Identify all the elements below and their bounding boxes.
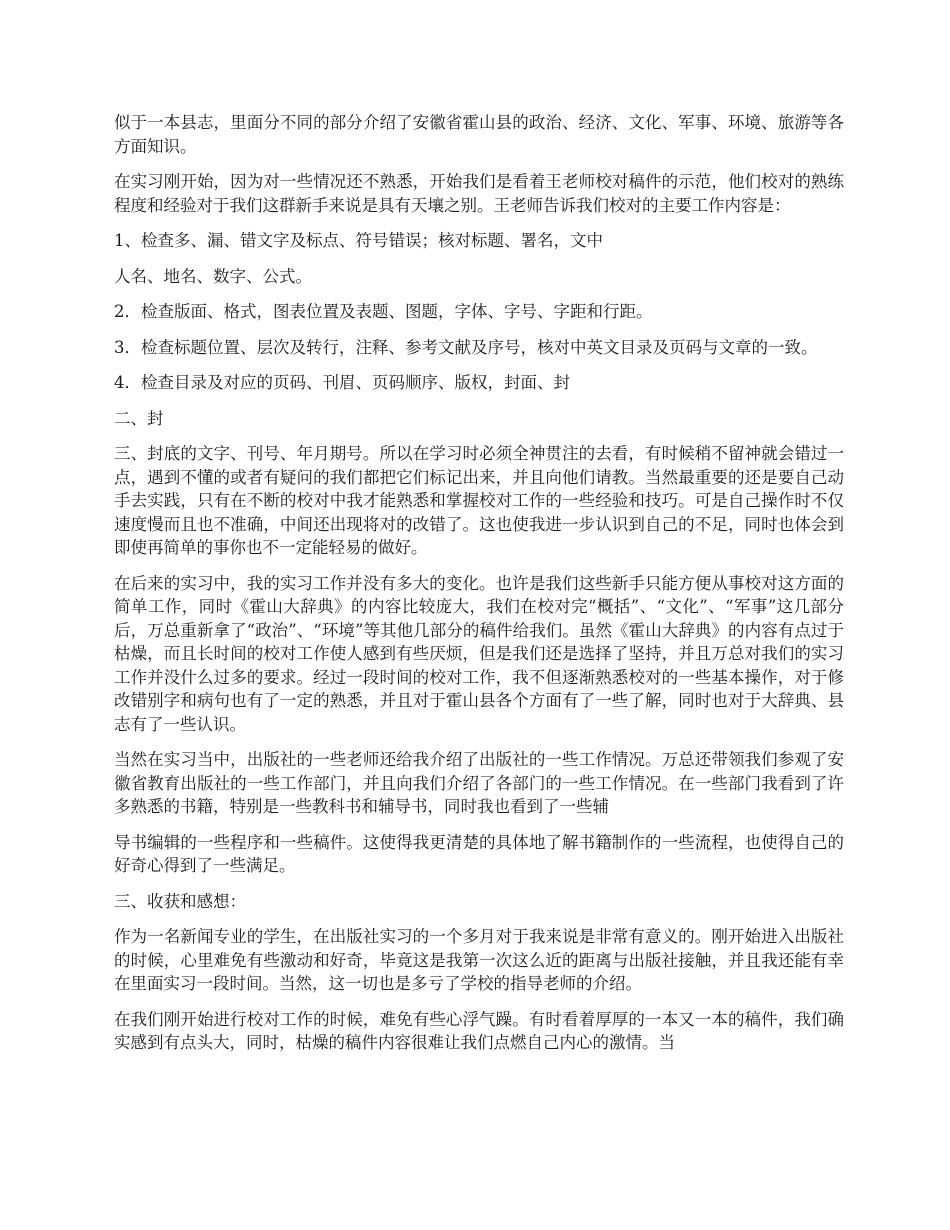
- paragraph-9: 三、封底的文字、刊号、年月期号。所以在学习时必须全神贯注的去看，有时候稍不留神就会错过一点，遇到不懂的或者有疑问的我们都把它们标记出来，并且向他们请教。当然最重要的还是要自己动手去实践，只有在不断的校对中我才能熟悉和掌握校对工作的一些经验和技巧。可是自己操作时不仅速度慢而且也不准确，中间还出现将对的改错了。这也使我进一步认识到自己的不足，同时也体会到即使再简单的事你也不一定能轻易的做好。: [114, 444, 844, 557]
- paragraph-15: 在我们刚开始进行校对工作的时候，难免有些心浮气躁。有时看着厚厚的一本又一本的稿件，我们确实感到有点头大，同时，枯燥的稿件内容很难让我们点燃自己内心的激情。当: [114, 1009, 844, 1052]
- paragraph-2: 在实习刚开始，因为对一些情况还不熟悉，开始我们是看着王老师校对稿件的示范，他们校对的熟练程度和经验对于我们这群新手来说是具有天壤之别。王老师告诉我们校对的主要工作内容是：: [114, 172, 844, 215]
- paragraph-1: 似于一本县志，里面分不同的部分介绍了安徽省霍山县的政治、经济、文化、军事、环境、旅游等各方面知识。: [114, 113, 844, 156]
- paragraph-6: 3．检查标题位置、层次及转行，注释、参考文献及序号，核对中英文目录及页码与文章的一致。: [114, 337, 818, 357]
- paragraph-7: 4．检查目录及对应的页码、刊眉、页码顺序、版权，封面、封: [114, 373, 570, 392]
- paragraph-4: 人名、地名、数字、公式。: [114, 266, 312, 286]
- paragraph-3: 1、检查多、漏、错文字及标点、符号错误；核对标题、署名，文中: [114, 231, 603, 250]
- paragraph-8: 二、封: [114, 408, 164, 428]
- paragraph-5: 2．检查版面、格式，图表位置及表题、图题，字体、字号、字距和行距。: [114, 302, 653, 321]
- paragraph-11: 当然在实习当中，出版社的一些老师还给我介绍了出版社的一些工作情况。万总还带领我们参观了安徽省教育出版社的一些工作部门，并且向我们介绍了各部门的一些工作情况。在一些部门我看到了许多熟悉的书籍，特别是一些教科书和辅导书，同时我也看到了一些辅: [114, 750, 844, 816]
- paragraph-14: 作为一名新闻专业的学生，在出版社实习的一个多月对于我来说是非常有意义的。刚开始进入出版社的时候，心里难免有些激动和好奇，毕竟这是我第一次这么近的距离与出版社接触，并且我还能有幸在里面实习一段时间。当然，这一切也是多亏了学校的指导老师的介绍。: [114, 927, 844, 993]
- section-heading-gains: 三、收获和感想：: [114, 891, 246, 911]
- paragraph-12: 导书编辑的一些程序和一些稿件。这使得我更清楚的具体地了解书籍制作的一些流程，也使得自己的好奇心得到了一些满足。: [114, 832, 844, 875]
- paragraph-10: 在后来的实习中，我的实习工作并没有多大的变化。也许是我们这些新手只能方便从事校对这方面的简单工作，同时《霍山大辞典》的内容比较庞大，我们在校对完“概括”、“文化”、“军事”这几部分后，万总重新拿了“政治”、“环境”等其他几部分的稿件给我们。虽然《霍山大辞典》的内容有点过于枯燥，而且长时间的校对工作使人感到有些厌烦，但是我们还是选择了坚持，并且万总对我们的实习工作并没什么过多的要求。经过一段时间的校对工作，我不但逐渐熟悉校对的一些基本操作，对于修改错别字和病句也有了一定的熟悉，并且对于霍山县各个方面有了一些了解，同时也对于大辞典、县志有了一些认识。: [114, 573, 844, 734]
- document-page: [114, 111, 844, 1067]
